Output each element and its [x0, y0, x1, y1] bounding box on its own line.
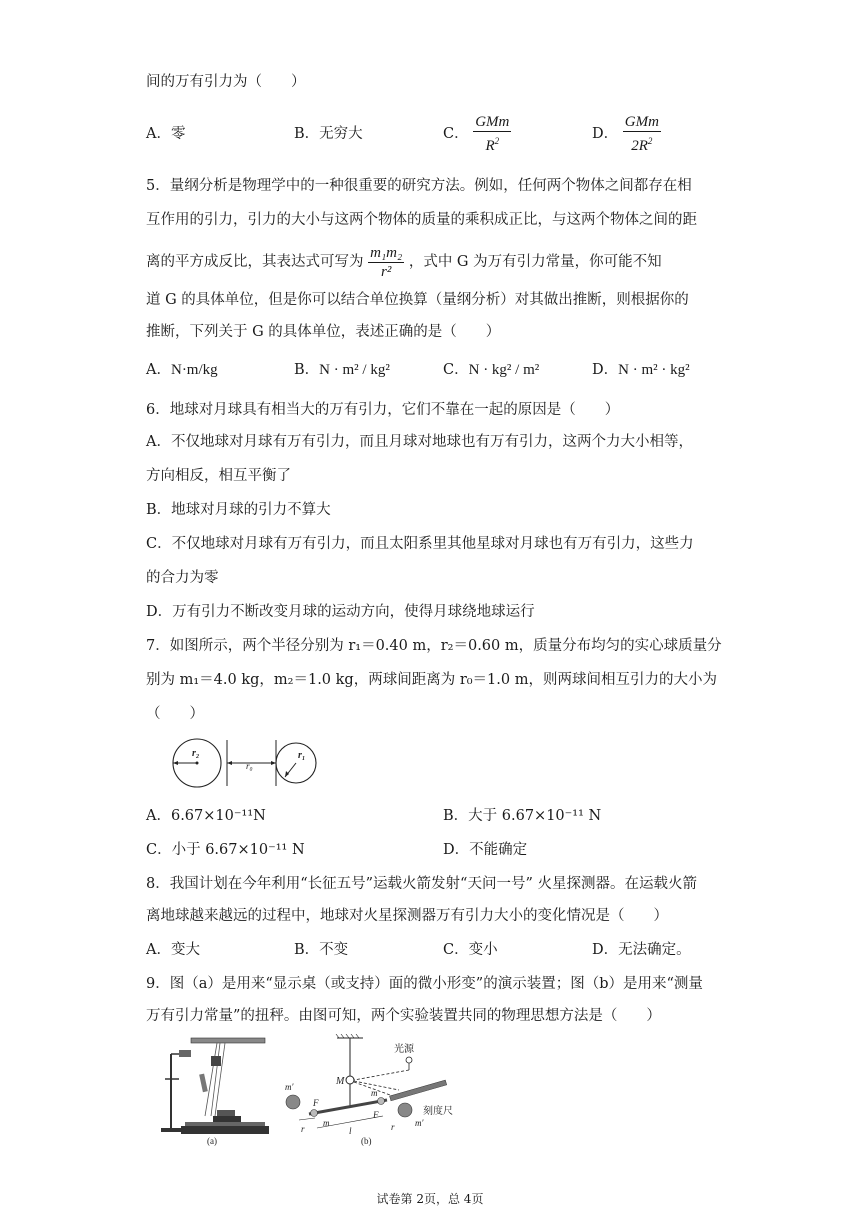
q6-option-a-2: 方向相反，相互平衡了 [146, 468, 291, 484]
q5-line-2: 互作用的引力，引力的大小与这两个物体的质量的乘积成正比，与这两个物体之间的距 [146, 212, 697, 228]
svg-text:F: F [313, 1098, 319, 1108]
fraction-numerator: GMm [475, 114, 510, 130]
fraction-denominator: $2R^2$ [631, 136, 653, 154]
q4-option-a [146, 124, 185, 144]
option-c-fraction [473, 113, 511, 155]
q7-line-3: （ ） [146, 706, 204, 722]
q6-option-b: B．地球对月球的引力不算大 [146, 502, 331, 518]
svg-text:m′: m′ [285, 1082, 294, 1092]
option-label: A． [146, 126, 171, 142]
q9-line-2: 万有引力常量”的扭秤。由图可知，两个实验装置共同的物理思想方法是（ ） [146, 1008, 661, 1024]
svg-text:r: r [301, 1124, 305, 1134]
svg-text:m: m [371, 1088, 378, 1098]
q5-line-5: 推断，下列关于 G 的具体单位，表述正确的是（ ） [146, 324, 501, 340]
option-text: 零 [170, 126, 186, 142]
option-text: 无穷大 [319, 126, 363, 142]
r0-label: r₀ [246, 761, 253, 771]
formula-denominator: r² [380, 263, 392, 280]
q5-option-a: A．N·m/kg [146, 362, 218, 378]
option-label: B． [294, 126, 320, 142]
svg-text:F: F [373, 1110, 379, 1120]
q5-line-3-text: 离的平方成反比，其表达式可写为 [146, 254, 364, 270]
q6-option-d: D．万有引力不断改变月球的运动方向，使得月球绕地球运行 [146, 604, 535, 620]
q8-line-2: 离地球越来越远的过程中，地球对火星探测器万有引力大小的变化情况是（ ） [146, 908, 668, 924]
q4-option-d [592, 112, 661, 156]
fig-b-scale-label: 刻度尺 [423, 1106, 453, 1117]
scale-ruler [390, 1080, 447, 1101]
option-d-fraction [623, 113, 661, 155]
option-label: C． [443, 126, 469, 142]
q5-option-c: C．N · kg² / m² [443, 362, 540, 378]
q9-figure-b-torsion-balance [281, 1034, 491, 1146]
q7-option-c: C．小于 6.67×10⁻¹¹ N [146, 842, 305, 858]
q5-line-4: 道 G 的具体单位，但是你可以结合单位换算（量纲分析）对其做出推断，则根据你的 [146, 292, 689, 308]
svg-text:m′: m′ [415, 1118, 424, 1128]
q8-option-b: B．不变 [294, 942, 349, 958]
fig-b-m-mirror-label: M [336, 1076, 345, 1087]
formula-numerator: m₁m₂ [370, 244, 403, 261]
fig-a-caption: (a) [207, 1136, 217, 1146]
large-sphere-left [286, 1095, 300, 1109]
page-footer: 试卷第 2页，总 4页 [376, 1192, 484, 1206]
q7-two-spheres-figure [170, 736, 330, 790]
option-label: D． [592, 126, 619, 142]
q6-option-c-1: C．不仅地球对月球有万有引力，而且太阳系里其他星球对月球也有万有引力，这些力 [146, 536, 694, 552]
q7-option-a: A．6.67×10⁻¹¹N [146, 808, 266, 824]
q4-option-b [294, 124, 363, 144]
svg-text:m: m [323, 1118, 330, 1128]
q6-option-a-1: A．不仅地球对月球有万有引力，而且月球对地球也有万有引力，这两个力大小相等， [146, 434, 693, 450]
fraction-denominator: $R^2$ [485, 136, 500, 154]
fig-b-caption: (b) [361, 1136, 372, 1146]
q8-option-d: D．无法确定。 [592, 942, 691, 958]
q6-option-c-2: 的合力为零 [146, 570, 219, 586]
light-source-icon [406, 1057, 412, 1063]
q5-line-3-tail: ，式中 G 为万有引力常量，你可能不知 [408, 254, 662, 270]
q5-line-3 [146, 240, 662, 284]
q7-option-b: B．大于 6.67×10⁻¹¹ N [443, 808, 602, 824]
r1-label: r₁ [298, 750, 306, 761]
q4-option-c [443, 112, 511, 156]
q9-figure-a-apparatus [155, 1034, 273, 1146]
q7-line-1: 7．如图所示，两个半径分别为 r₁＝0.40 m，r₂＝0.60 m，质量分布均匀的实心球质量分 [146, 638, 722, 654]
fraction-numerator: GMm [624, 114, 659, 130]
q8-option-c: C．变小 [443, 942, 498, 958]
q5-option-b: B．N · m² / kg² [294, 362, 390, 378]
large-sphere-right [398, 1103, 412, 1117]
q8-option-a: A．变大 [146, 942, 200, 958]
q5-line-1: 5．量纲分析是物理学中的一种很重要的研究方法。例如，任何两个物体之间都存在相 [146, 178, 692, 194]
q4-stem-tail: 间的万有引力为（ ） [146, 74, 306, 90]
q6-stem: 6．地球对月球具有相当大的万有引力，它们不靠在一起的原因是（ ） [146, 402, 620, 418]
svg-text:r: r [391, 1122, 395, 1132]
q7-option-d: D．不能确定 [443, 842, 528, 858]
q7-line-2: 别为 m₁＝4.0 kg，m₂＝1.0 kg，两球间距离为 r₀＝1.0 m，则两球间相互引力的大小为 [146, 672, 717, 688]
q5-option-d: D．N · m² · kg² [592, 362, 690, 378]
r2-label: r₂ [192, 748, 200, 759]
fig-b-light-source-label: 光源 [394, 1044, 414, 1055]
svg-text:l: l [349, 1126, 352, 1136]
q9-line-1: 9．图（a）是用来“显示桌（或支持）面的微小形变”的演示装置；图（b）是用来“测量 [146, 976, 703, 992]
q8-line-1: 8．我国计划在今年利用“长征五号”运载火箭发射“天问一号” 火星探测器。在运载火箭 [146, 876, 697, 892]
q5-formula [368, 244, 404, 281]
